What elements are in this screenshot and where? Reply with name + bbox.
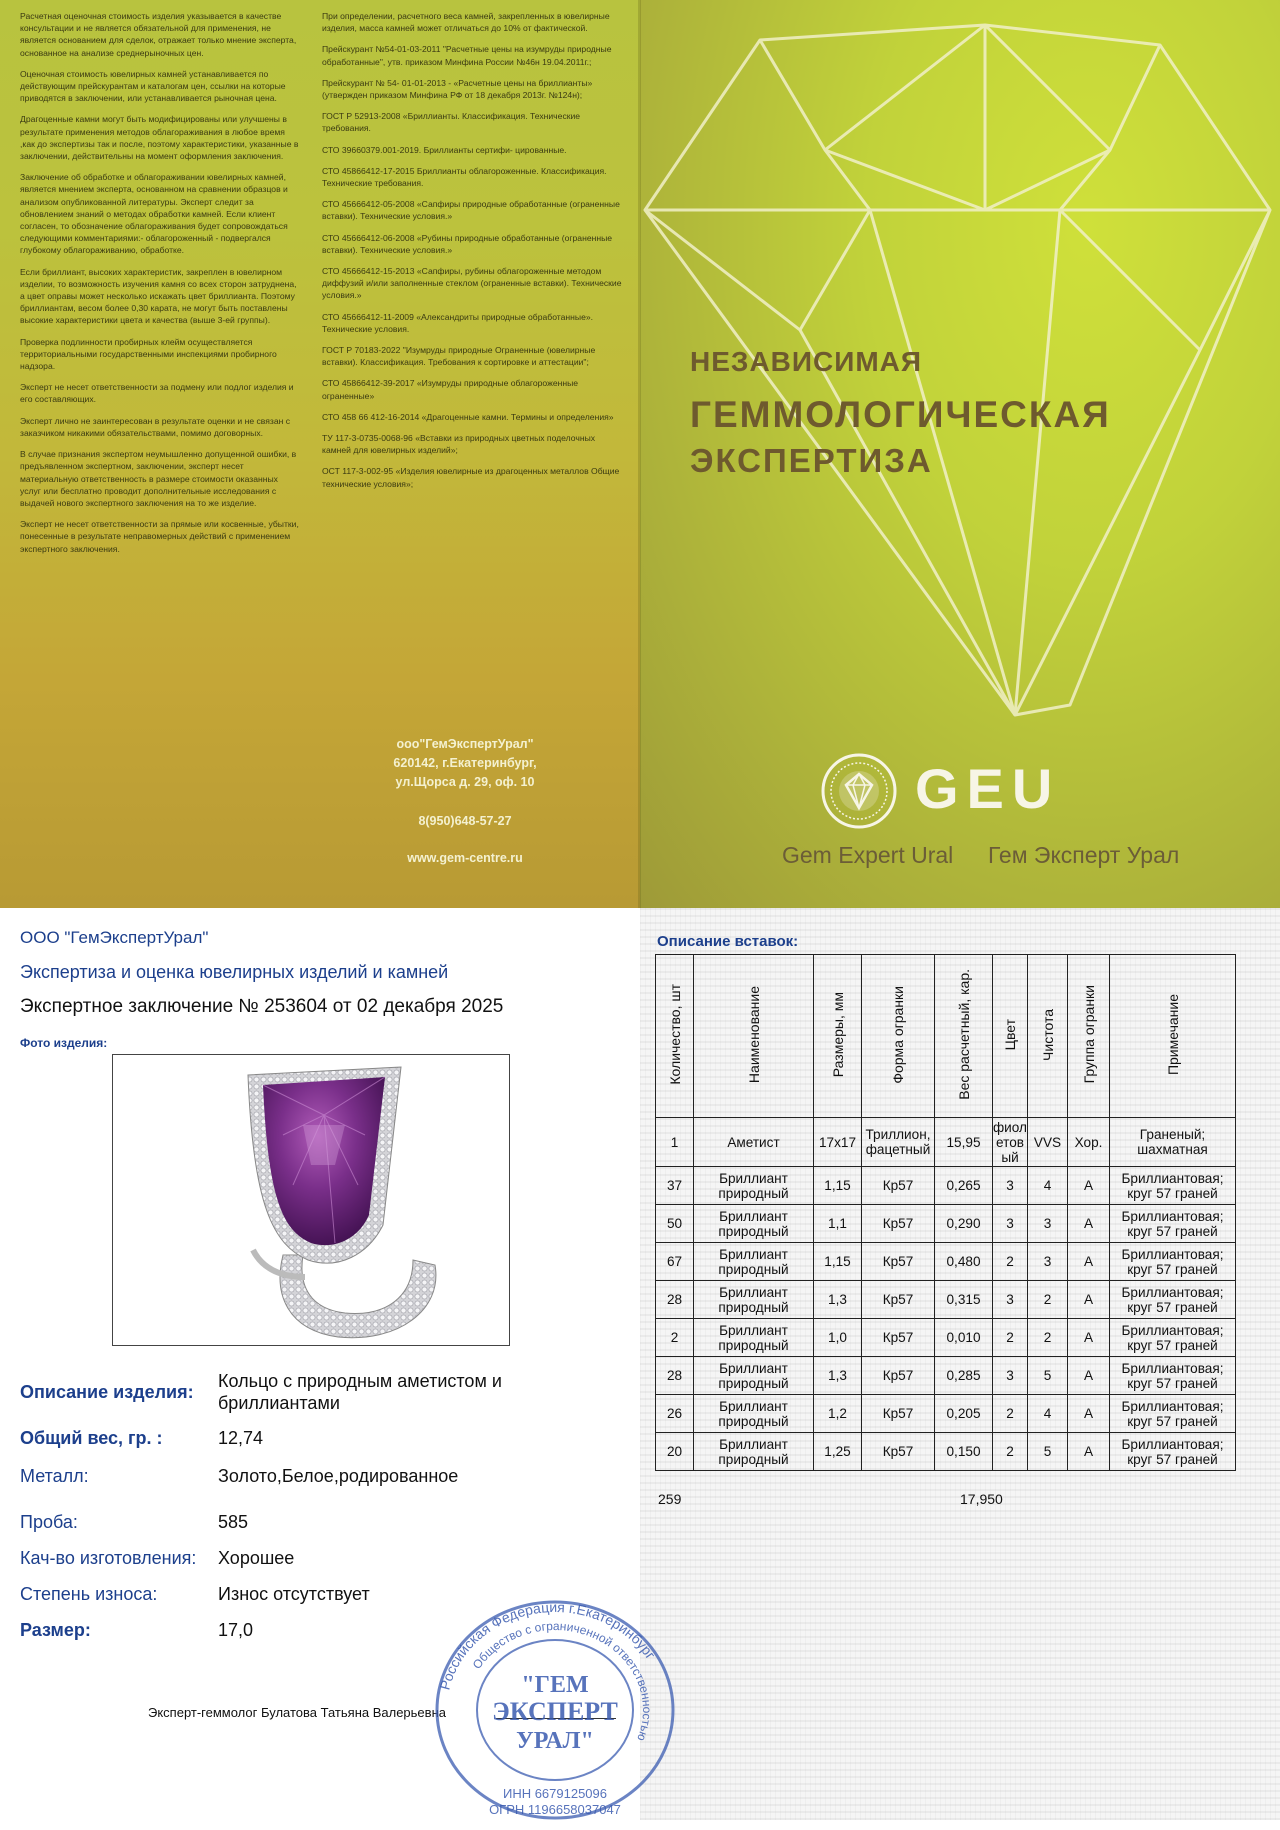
table-cell: 0,315 bbox=[935, 1281, 993, 1319]
table-cell: 3 bbox=[993, 1205, 1028, 1243]
brochure-spread bbox=[0, 0, 1280, 908]
table-row bbox=[656, 1205, 1236, 1243]
table-cell: Кр57 bbox=[862, 1281, 935, 1319]
col2-paragraph: СТО 45666412-15-2013 «Сапфиры, рубины облагороженные методом диффузий и/или заполненные стеклом (ограненные вставки). Технические условия.» bbox=[322, 266, 622, 301]
table-cell: Бриллиант природный bbox=[694, 1205, 814, 1243]
brand-name-ru: Гем Эксперт Урал bbox=[988, 842, 1180, 868]
inserts-header-label: Цвет bbox=[1002, 1018, 1018, 1051]
table-cell: Кр57 bbox=[862, 1395, 935, 1433]
table-cell: 0,480 bbox=[935, 1243, 993, 1281]
table-cell: 67 bbox=[656, 1243, 694, 1281]
inserts-header-cell bbox=[1110, 955, 1236, 1118]
col1-paragraph: Эксперт лично не заинтересован в результате оценки и не связан с заказчиком никакими обязательствами, помимо договорных. bbox=[20, 415, 291, 438]
table-cell: Кр57 bbox=[862, 1433, 935, 1471]
photo-label: Фото изделия: bbox=[20, 1036, 108, 1050]
brand-name-en: Gem Expert Ural bbox=[782, 842, 954, 868]
table-cell: 37 bbox=[656, 1167, 694, 1205]
table-cell: 3 bbox=[1028, 1243, 1068, 1281]
stamp-ogrn: ОГРН 1196658037047 bbox=[489, 1802, 621, 1817]
stamp-center-2: ЭКСПЕРТ bbox=[492, 1697, 618, 1726]
inserts-header-label: Наименование bbox=[745, 985, 762, 1084]
contacts-block bbox=[360, 735, 570, 868]
table-cell: 1,0 bbox=[814, 1319, 862, 1357]
table-cell: 0,205 bbox=[935, 1395, 993, 1433]
table-cell: 15,95 bbox=[935, 1118, 993, 1167]
table-cell: 2 bbox=[1028, 1319, 1068, 1357]
table-row bbox=[656, 1433, 1236, 1471]
stamp-inn: ИНН 6679125096 bbox=[502, 1786, 608, 1801]
inserts-header-cell bbox=[935, 955, 993, 1118]
table-cell: 26 bbox=[656, 1395, 694, 1433]
table-cell: А bbox=[1068, 1319, 1110, 1357]
terms-column-1 bbox=[20, 10, 300, 564]
table-cell: А bbox=[1068, 1433, 1110, 1471]
table-cell: 3 bbox=[993, 1281, 1028, 1319]
table-cell: 0,010 bbox=[935, 1319, 993, 1357]
table-cell: фиол етов ый bbox=[993, 1119, 1027, 1165]
stamp-ring-top: Российская Федерация г.Екатеринбург bbox=[436, 1598, 659, 1692]
table-cell: 1 bbox=[656, 1118, 694, 1167]
col1-paragraph: Если бриллиант, высоких характеристик, закреплен в ювелирном изделии, то возможность изучения камня со всех сторон затруднена, а цвет оправы может несколько искажать цвет бриллианта. Поэтому бриллиантам, весом более 0,30 карата, не могут быть поставлены высокие характеристики цвета и качества (выше 3-ей группы). bbox=[20, 266, 297, 326]
cover-title-line-3: ЭКСПЕРТИЗА bbox=[690, 442, 933, 479]
globe-gem-icon bbox=[820, 752, 898, 830]
table-cell: 28 bbox=[656, 1357, 694, 1395]
table-row bbox=[656, 1281, 1236, 1319]
table-cell: 1,2 bbox=[814, 1395, 862, 1433]
inserts-header-cell bbox=[993, 955, 1028, 1118]
inserts-table bbox=[655, 954, 1236, 1471]
table-cell: 3 bbox=[993, 1167, 1028, 1205]
table-cell: Бриллиантовая; круг 57 граней bbox=[1110, 1357, 1236, 1395]
field-label: Степень износа: bbox=[20, 1584, 158, 1604]
table-cell: Бриллиант природный bbox=[694, 1281, 814, 1319]
inserts-header-cell bbox=[1028, 955, 1068, 1118]
table-cell: 1,1 bbox=[814, 1205, 862, 1243]
table-cell: Бриллиантовая; круг 57 граней bbox=[1110, 1395, 1236, 1433]
field-value: Износ отсутствует bbox=[218, 1584, 370, 1604]
field-label: Проба: bbox=[20, 1512, 78, 1532]
contact-company: ооо"ГемЭкспертУрал" bbox=[396, 737, 534, 751]
table-cell: А bbox=[1068, 1395, 1110, 1433]
field-value: Кольцо с природным аметистом и бриллиантами bbox=[218, 1371, 502, 1413]
table-cell: 20 bbox=[656, 1433, 694, 1471]
cover-title-line-2: ГЕММОЛОГИЧЕСКАЯ bbox=[690, 394, 1111, 435]
total-weight: 17,950 bbox=[960, 1491, 1003, 1507]
table-cell: Триллион, фацетный bbox=[862, 1118, 935, 1167]
field-label: Металл: bbox=[20, 1466, 89, 1486]
table-cell: 3 bbox=[1028, 1205, 1068, 1243]
col2-paragraph: ГОСТ Р 70183-2022 "Изумруды природные Ограненные (ювелирные вставки). Классификация. Требования к сортировке и аттестации"; bbox=[322, 345, 596, 368]
table-cell: Бриллиант природный bbox=[694, 1357, 814, 1395]
table-cell: А bbox=[1068, 1205, 1110, 1243]
table-cell: 4 bbox=[1028, 1395, 1068, 1433]
inserts-header-label: Примечание bbox=[1164, 993, 1181, 1076]
col2-paragraph: СТО 45666412-06-2008 «Рубины природные обработанные (ограненные вставки). Технические условия.» bbox=[322, 232, 613, 255]
table-cell: 1,15 bbox=[814, 1243, 862, 1281]
company-services: Экспертиза и оценка ювелирных изделий и камней bbox=[20, 962, 449, 982]
table-cell: Бриллиант природный bbox=[694, 1243, 814, 1281]
table-cell: Бриллиант природный bbox=[694, 1433, 814, 1471]
table-cell: Кр57 bbox=[862, 1167, 935, 1205]
field-value: Золото,Белое,родированное bbox=[218, 1466, 459, 1486]
table-cell: 2 bbox=[656, 1319, 694, 1357]
table-row bbox=[656, 1243, 1236, 1281]
table-cell: Хор. bbox=[1068, 1118, 1110, 1167]
table-cell: А bbox=[1068, 1243, 1110, 1281]
table-cell: Кр57 bbox=[862, 1319, 935, 1357]
field-label: Размер: bbox=[20, 1620, 91, 1640]
table-cell: 2 bbox=[993, 1433, 1028, 1471]
contact-city: 620142, г.Екатеринбург, bbox=[393, 756, 537, 770]
table-cell: 2 bbox=[993, 1395, 1028, 1433]
col2-paragraph: При определении, расчетного веса камней, закрепленных в ювелирные изделия, масса камней может отличаться до 10% от фактической. bbox=[322, 11, 610, 34]
table-cell: 0,285 bbox=[935, 1357, 993, 1395]
table-cell: Граненый; шахматная bbox=[1110, 1118, 1236, 1167]
contact-street: ул.Щорса д. 29, оф. 10 bbox=[395, 775, 535, 789]
col2-paragraph: СТО 39660379.001-2019. Бриллианты сертифи- цированные. bbox=[322, 144, 567, 155]
inserts-header-cell bbox=[814, 955, 862, 1118]
table-cell: 2 bbox=[1028, 1281, 1068, 1319]
col1-paragraph: Расчетная оценочная стоимость изделия указывается в качестве консультации и не является обязательной для применения, не является основанием для сделок, отражает только мнение эксперта, основанное на анализе среднерыночных цен. bbox=[20, 11, 297, 58]
stamp-center-1: "ГЕМ bbox=[521, 1672, 589, 1698]
col2-paragraph: ОСТ 117-3-002-95 «Изделия ювелирные из драгоценных металлов Общие технические условия»; bbox=[322, 466, 620, 489]
field-label: Общий вес, гр. : bbox=[20, 1428, 163, 1448]
table-cell: 0,150 bbox=[935, 1433, 993, 1471]
field-value: Хорошее bbox=[218, 1548, 295, 1568]
field-value: 585 bbox=[218, 1512, 249, 1532]
table-cell: А bbox=[1068, 1167, 1110, 1205]
inserts-header-label: Группа огранки bbox=[1080, 985, 1097, 1084]
table-cell: 5 bbox=[1028, 1433, 1068, 1471]
inserts-title: Описание вставок: bbox=[657, 933, 799, 950]
expert-signature-label: Эксперт-геммолог Булатова Татьяна Валерьевна bbox=[148, 1705, 446, 1720]
table-cell: VVS bbox=[1028, 1118, 1068, 1167]
table-row bbox=[656, 1319, 1236, 1357]
table-cell: 28 bbox=[656, 1281, 694, 1319]
inserts-header-label: Чистота bbox=[1039, 1008, 1056, 1061]
cover-title-line-1: НЕЗАВИСИМАЯ bbox=[690, 346, 923, 377]
stamp-center-3: УРАЛ" bbox=[516, 1728, 594, 1754]
conclusion-number: Экспертное заключение № 253604 от 02 декабря 2025 bbox=[20, 996, 504, 1017]
table-cell: 1,25 bbox=[814, 1433, 862, 1471]
stamp-ring-inner: Общество с ограниченной ответственностью bbox=[469, 1618, 654, 1744]
company-stamp-icon bbox=[430, 1590, 680, 1830]
table-row bbox=[656, 1118, 1236, 1167]
field-value: 17,0 bbox=[218, 1620, 254, 1640]
col1-paragraph: В случае признания экспертом неумышленно допущенной ошибки, в предъявленном экспертном, заключении, эксперт несет материальную ответственность в размере стоимости оказанных услуг или бесплатно проводит дополнительные исследования с выдачей нового экспертного заключения на то же изделие. bbox=[20, 449, 297, 508]
total-count: 259 bbox=[658, 1491, 682, 1507]
table-cell: Бриллиантовая; круг 57 граней bbox=[1110, 1243, 1236, 1281]
table-row bbox=[656, 1357, 1236, 1395]
table-cell: Кр57 bbox=[862, 1357, 935, 1395]
col2-paragraph: СТО 45666412-11-2009 «Александриты природные обработанные». Технические условия. bbox=[322, 311, 594, 334]
col1-paragraph: Драгоценные камни могут быть модифицированы или улучшены в результате применения методов облагораживания в любое время ,как до экспертизы так и после, поэтому характеристики, указанные в заключении, действительны на момент оформления заключения. bbox=[20, 114, 299, 162]
col2-paragraph: ГОСТ Р 52913-2008 «Бриллианты. Классификация. Технические требования. bbox=[322, 111, 581, 134]
table-cell: 0,290 bbox=[935, 1205, 993, 1243]
table-cell: 1,3 bbox=[814, 1281, 862, 1319]
col2-paragraph: СТО 45866412-17-2015 Бриллианты облагороженные. Классификация. Технические требования. bbox=[322, 165, 607, 189]
table-cell: 2 bbox=[993, 1243, 1028, 1281]
field-label: Кач-во изготовления: bbox=[20, 1548, 197, 1568]
table-cell: Бриллиантовая; круг 57 граней bbox=[1110, 1167, 1236, 1205]
inserts-header-cell bbox=[862, 955, 935, 1118]
table-cell: 4 bbox=[1028, 1167, 1068, 1205]
table-cell: А bbox=[1068, 1357, 1110, 1395]
col1-paragraph: Эксперт не несет ответственности за подмену или подлог изделия и его составляющих. bbox=[20, 382, 294, 405]
table-cell: 1,3 bbox=[814, 1357, 862, 1395]
col1-paragraph: Заключение об обработке и облагораживании ювелирных камней, является мнением эксперта, основанном на сравнении образцов и анализом опубликованной литературы. Эксперт следит за обновлением знаний о методах обработки камней. Если клиент согласен, то обозначение облагораживания будет сопровождаться следующими комментариями:- облагороженный - подвергался глубокому облагораживанию, обработке. bbox=[20, 172, 288, 256]
contact-phone: 8(950)648-57-27 bbox=[418, 814, 512, 828]
product-photo bbox=[112, 1054, 510, 1346]
table-cell: 50 bbox=[656, 1205, 694, 1243]
col1-paragraph: Оценочная стоимость ювелирных камней устанавливается по действующим прейскурантам и каталогам цен, ссылки на которые приводятся в заключении, или устанавливается рыночная цена. bbox=[20, 68, 286, 104]
field-label: Описание изделия: bbox=[20, 1382, 194, 1402]
table-row bbox=[656, 1395, 1236, 1433]
table-cell: Бриллиантовая; круг 57 граней bbox=[1110, 1205, 1236, 1243]
inserts-header-label: Размеры, мм bbox=[829, 991, 846, 1078]
table-cell: Бриллиант природный bbox=[694, 1319, 814, 1357]
table-cell: Бриллиант природный bbox=[694, 1395, 814, 1433]
table-cell: Бриллиант природный bbox=[694, 1167, 814, 1205]
table-cell: 3 bbox=[993, 1357, 1028, 1395]
table-cell: Бриллиантовая; круг 57 граней bbox=[1110, 1281, 1236, 1319]
contact-site: www.gem-centre.ru bbox=[407, 851, 523, 865]
inserts-header-cell bbox=[656, 955, 694, 1118]
col2-paragraph: ТУ 117-3-0735-0068-96 «Вставки из природных цветных поделочных камней для ювелирных изделий»; bbox=[322, 433, 596, 456]
brand-logo-text: GEU bbox=[915, 757, 1061, 820]
field-value: 12,74 bbox=[218, 1428, 264, 1448]
table-cell: 17x17 bbox=[814, 1118, 862, 1167]
col2-paragraph: Прейскурант № 54- 01-01-2013 - «Расчетные цены на бриллианты» (утвержден приказом Минфина РФ от 18 декабря 2013г. №124н); bbox=[322, 77, 593, 101]
col1-paragraph: Эксперт не несет ответственности за прямые или косвенные, убытки, понесенные в результате неправомерных действий с применением экспертного заключения. bbox=[20, 519, 299, 554]
inserts-header-label: Вес расчетный, кар. bbox=[955, 969, 972, 1100]
inserts-header-cell bbox=[694, 955, 814, 1118]
table-cell: Кр57 bbox=[862, 1243, 935, 1281]
table-cell: 5 bbox=[1028, 1357, 1068, 1395]
col1-paragraph: Проверка подлинности пробирных клейм осуществляется территориальными государственными инспекциями пробирного надзора. bbox=[20, 336, 277, 372]
inserts-header-label: Форма огранки bbox=[890, 985, 906, 1084]
table-cell: Бриллиантовая; круг 57 граней bbox=[1110, 1319, 1236, 1357]
col2-paragraph: СТО 458 66 412-16-2014 «Драгоценные камни. Термины и определения» bbox=[322, 411, 614, 422]
inserts-header-cell bbox=[1068, 955, 1110, 1118]
standards-column-2 bbox=[322, 10, 622, 499]
table-cell: 2 bbox=[993, 1319, 1028, 1357]
col2-paragraph: СТО 45866412-39-2017 «Изумруды природные облагороженные ограненные» bbox=[322, 378, 579, 401]
table-cell: Бриллиантовая; круг 57 граней bbox=[1110, 1433, 1236, 1471]
table-cell: Кр57 bbox=[862, 1205, 935, 1243]
table-cell: 0,265 bbox=[935, 1167, 993, 1205]
table-row bbox=[656, 1167, 1236, 1205]
col2-paragraph: Прейскурант №54-01-03-2011 "Расчетные цены на изумруды природные обработанные", утв. приказом Минфина России №46н 19.04.2011г.; bbox=[322, 44, 612, 67]
table-cell: Аметист bbox=[694, 1118, 814, 1167]
inserts-header-label: Количество, шт bbox=[666, 984, 683, 1085]
table-cell: А bbox=[1068, 1281, 1110, 1319]
company-name: ООО "ГемЭкспертУрал" bbox=[20, 928, 209, 947]
table-cell: 1,15 bbox=[814, 1167, 862, 1205]
ring-photo-icon bbox=[113, 1055, 509, 1345]
col2-paragraph: СТО 45666412-05-2008 «Сапфиры природные обработанные (ограненные вставки). Технические условия.» bbox=[322, 199, 620, 222]
